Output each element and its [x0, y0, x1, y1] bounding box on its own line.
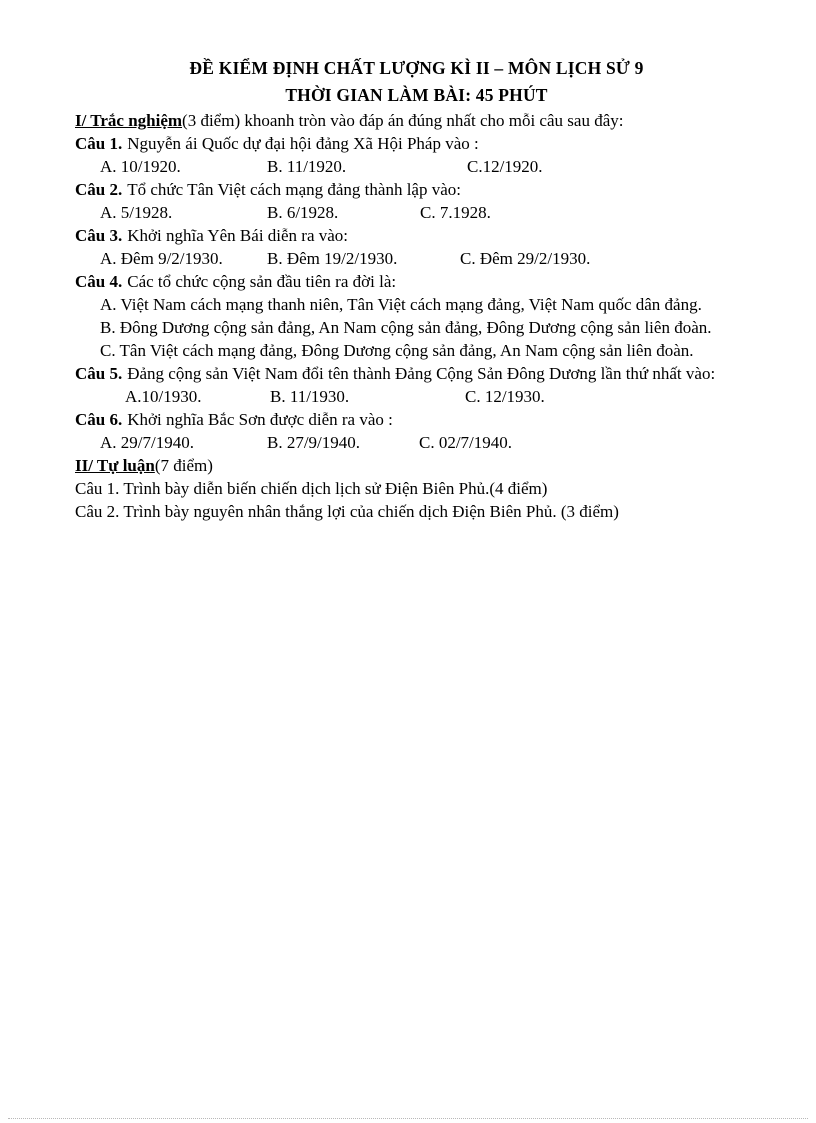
question-4: [75, 270, 758, 293]
exam-time-limit: THỜI GIAN LÀM BÀI: 45 PHÚT: [285, 85, 548, 105]
question-4-option-c[interactable]: C. Tân Việt cách mạng đảng, Đông Dương cộng sản đảng, An Nam cộng sản liên đoàn.: [100, 341, 694, 360]
question-4-option-a[interactable]: A. Việt Nam cách mạng thanh niên, Tân Việt cách mạng đảng, Việt Nam quốc dân đảng.: [100, 295, 702, 314]
question-1-option-a[interactable]: A. 10/1920.: [100, 157, 181, 176]
question-5-option-c[interactable]: C. 12/1930.: [465, 387, 545, 406]
question-3-text: Khởi nghĩa Yên Bái diễn ra vào:: [127, 226, 349, 245]
question-3-option-b[interactable]: B. Đêm 19/2/1930.: [267, 249, 398, 268]
question-3-option-c[interactable]: C. Đêm 29/2/1930.: [460, 249, 591, 268]
essay-question-1: Câu 1. Trình bày diễn biến chiến dịch lịch sử Điện Biên Phủ.(4 điểm): [75, 479, 548, 498]
question-6-text: Khởi nghĩa Bắc Sơn được diễn ra vào :: [127, 410, 393, 429]
question-5-label: Câu 5.: [75, 364, 123, 383]
question-6-options: [75, 431, 758, 454]
question-3: [75, 224, 758, 247]
question-2-text: Tổ chức Tân Việt cách mạng đảng thành lập vào:: [127, 180, 461, 199]
question-1-option-b[interactable]: B. 11/1920.: [267, 157, 347, 176]
page-bottom-dotted-divider: [8, 1118, 808, 1119]
question-4-label: Câu 4.: [75, 272, 123, 291]
question-1-options: [75, 155, 758, 178]
question-5-text: Đảng cộng sản Việt Nam đổi tên thành Đảng Cộng Sản Đông Dương lần thứ nhất vào:: [127, 364, 716, 383]
question-2: [75, 178, 758, 201]
question-1-option-c[interactable]: C.12/1920.: [467, 157, 543, 176]
section1-heading-label: I/ Trắc nghiệm: [75, 111, 183, 130]
question-1: [75, 132, 758, 155]
question-3-option-a[interactable]: A. Đêm 9/2/1930.: [100, 249, 223, 268]
question-2-options: [75, 201, 758, 224]
section2-heading-label: II/ Tự luận: [75, 456, 155, 475]
exam-title: ĐỀ KIỂM ĐỊNH CHẤT LƯỢNG KÌ II – MÔN LỊCH SỬ 9: [189, 58, 644, 78]
question-1-text: Nguyễn ái Quốc dự đại hội đảng Xã Hội Pháp vào :: [127, 134, 479, 153]
essay-question-2: Câu 2. Trình bày nguyên nhân thắng lợi của chiến dịch Điện Biên Phủ. (3 điểm): [75, 502, 619, 521]
question-4-text: Các tổ chức cộng sản đầu tiên ra đời là:: [127, 272, 397, 291]
question-3-label: Câu 3.: [75, 226, 123, 245]
question-1-label: Câu 1.: [75, 134, 123, 153]
question-5-options: [75, 385, 758, 408]
question-2-option-a[interactable]: A. 5/1928.: [100, 203, 173, 222]
section1-heading-note: (3 điểm) khoanh tròn vào đáp án đúng nhất cho mỗi câu sau đây:: [182, 111, 624, 130]
question-6-option-c[interactable]: C. 02/7/1940.: [419, 433, 513, 452]
question-6-label: Câu 6.: [75, 410, 123, 429]
question-2-label: Câu 2.: [75, 180, 123, 199]
question-5: [75, 362, 758, 385]
section2-heading-note: (7 điểm): [154, 456, 213, 475]
question-4-option-b[interactable]: B. Đông Dương cộng sản đảng, An Nam cộng sản đảng, Đông Dương cộng sản liên đoàn.: [100, 318, 712, 337]
section1-heading: [75, 109, 758, 132]
question-2-option-b[interactable]: B. 6/1928.: [267, 203, 339, 222]
section2-heading: [75, 454, 758, 477]
question-6-option-a[interactable]: A. 29/7/1940.: [100, 433, 194, 452]
question-6: [75, 408, 758, 431]
question-3-options: [75, 247, 758, 270]
question-5-option-a[interactable]: A.10/1930.: [125, 387, 202, 406]
question-2-option-c[interactable]: C. 7.1928.: [420, 203, 491, 222]
question-5-option-b[interactable]: B. 11/1930.: [270, 387, 350, 406]
question-6-option-b[interactable]: B. 27/9/1940.: [267, 433, 361, 452]
